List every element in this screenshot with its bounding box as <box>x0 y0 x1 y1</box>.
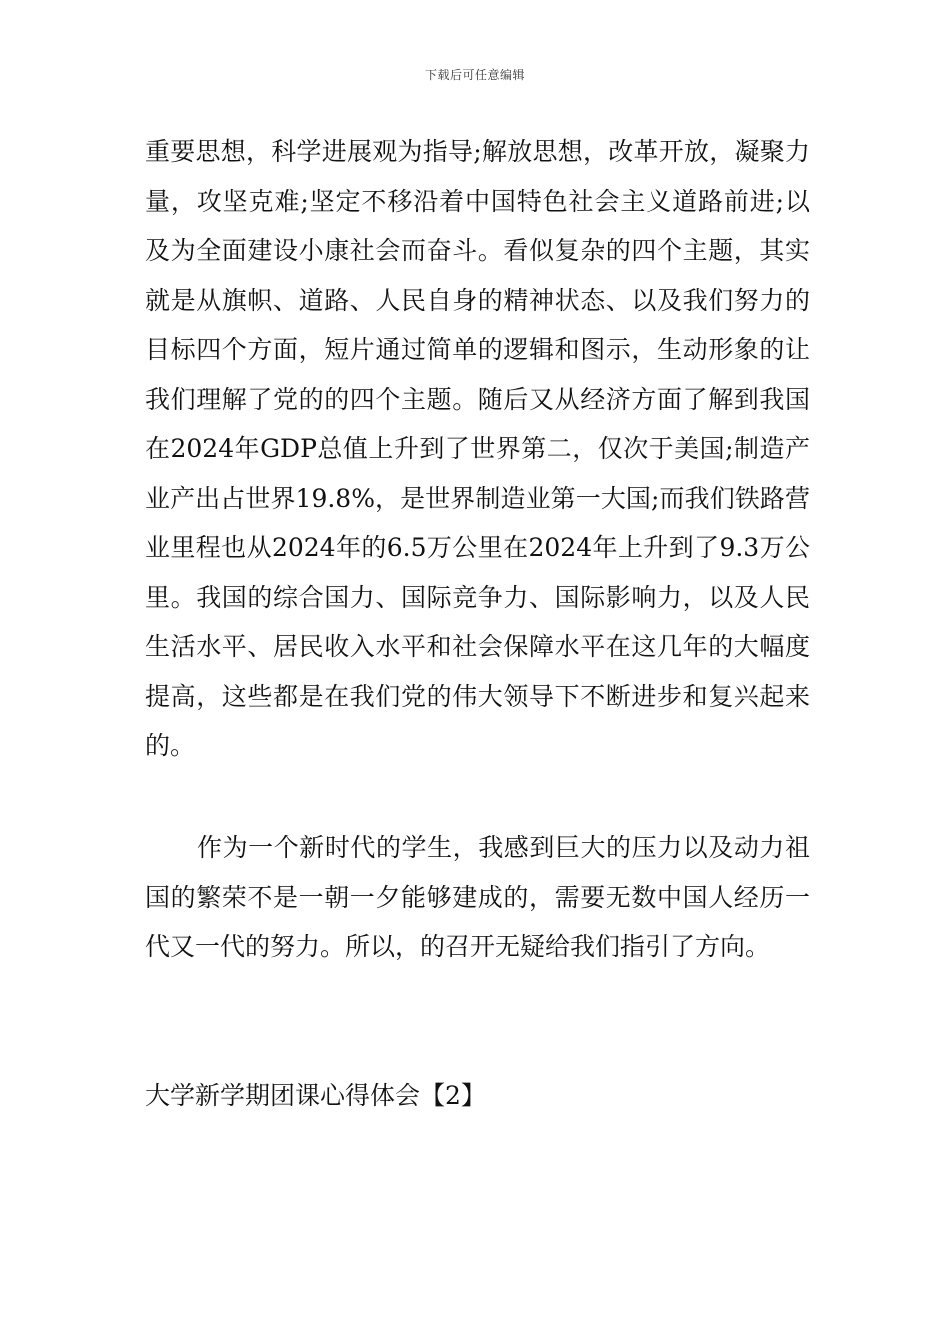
body-paragraph-1: 重要思想，科学进展观为指导;解放思想，改革开放，凝聚力量，攻坚克难;坚定不移沿着中国特色社会主义道路前进;以及为全面建设小康社会而奋斗。看似复杂的四个主题，其实就是从旗帜、道路、人民自身的精神状态、以及我们努力的目标四个方面，短片通过简单的逻辑和图示，生动形象的让我们理解了党的的四个主题。随后又从经济方面了解到我国在2024年GDP总值上升到了世界第二，仅次于美国;制造产业产出占世界19.8%，是世界制造业第一大国;而我们铁路营业里程也从2024年的6.5万公里在2024年上升到了9.3万公里。我国的综合国力、国际竞争力、国际影响力，以及人民生活水平、居民收入水平和社会保障水平在这几年的大幅度提高，这些都是在我们党的伟大领导下不断进步和复兴起来的。 <box>145 137 810 760</box>
section-title: 大学新学期团课心得体会【2】 <box>145 1081 486 1110</box>
body-paragraph-2: 作为一个新时代的学生，我感到巨大的压力以及动力祖国的繁荣不是一朝一夕能够建成的，需要无数中国人经历一代又一代的努力。所以，的召开无疑给我们指引了方向。 <box>145 833 810 961</box>
header-note: 下载后可任意编辑 <box>424 68 525 82</box>
